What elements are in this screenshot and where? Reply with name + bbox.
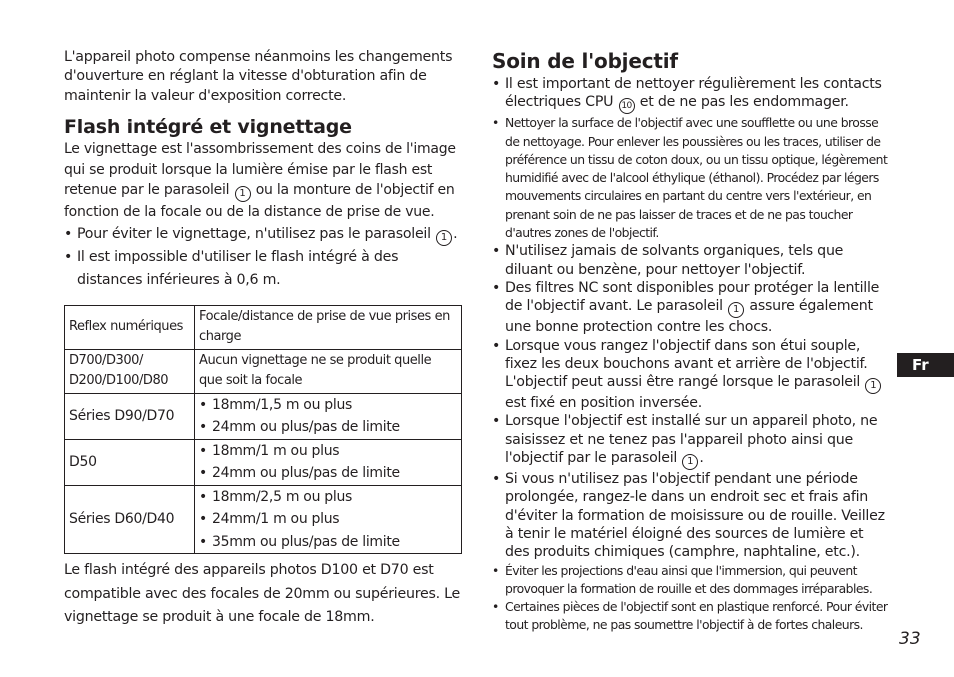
vignetting-table	[64, 305, 462, 555]
list-item: • Des filtres NC sont disponibles pour protéger la lentille de l'objectif avant. Le parasoleil 1 assure également une bonne protection contre les chocs.	[492, 279, 890, 337]
list-item: • Lorsque l'objectif est installé sur un appareil photo, ne saisissez et ne tenez pas l'appareil photo ainsi que l'objectif par le parasoleil 1 .	[492, 412, 890, 470]
list-item: • Il est important de nettoyer régulièrement les contacts électriques CPU 10 et de ne pas les endommager.	[492, 75, 890, 114]
table-row	[65, 485, 462, 554]
table-cell: Focale/distance de prise de vue prises en charge	[195, 305, 462, 349]
section-heading-flash: Flash intégré et vignettage	[64, 116, 352, 139]
list-item: • 18mm/1,5 m ou plus	[199, 394, 457, 417]
callout-1-icon: 1	[865, 378, 881, 394]
right-column	[492, 48, 890, 635]
language-tab: Fr	[897, 353, 954, 377]
list-item: • 18mm/1 m ou plus	[199, 440, 457, 463]
table-cell	[195, 393, 462, 439]
list-item: • Pour éviter le vignettage, n'utilisez pas le parasoleil 1 .	[64, 223, 462, 246]
table-row	[65, 305, 462, 349]
table-cell	[195, 485, 462, 554]
table-cell: Reflex numériques	[65, 305, 195, 349]
table-cell	[195, 439, 462, 485]
vignetting-paragraph: Le vignettage est l'assombrissement des coins de l'image qui se produit lorsque la lumière émise par le flash est retenue par le parasoleil 1 ou la monture de l'objectif en fonction de la focale ou de la distance de prise de vue.	[64, 141, 456, 221]
table-row	[65, 349, 462, 393]
list-item: • 18mm/2,5 m ou plus	[199, 486, 457, 509]
table-cell: Séries D60/D40	[65, 485, 195, 554]
intro-paragraph: L'appareil photo compense néanmoins les changements d'ouverture en réglant la vitesse d'obturation afin de maintenir la valeur d'exposition correcte.	[64, 49, 453, 104]
list-item: • Nettoyer la surface de l'objectif avec une soufflette ou une brosse de nettoyage. Pour enlever les poussières ou les traces, utiliser de préférence un tissu de coton doux, ou un tissu optique, légèrement humidifié avec de l'alcool éthylique (éthanol). Procédez par légers mouvements circulaires en partant du centre vers l'extérieur, en prenant soin de ne pas laisser de traces et de ne pas toucher d'autres zones de l'objectif.	[492, 114, 890, 242]
list-item: • 35mm ou plus/pas de limite	[199, 531, 457, 554]
list-item: • Si vous n'utilisez pas l'objectif pendant une période prolongée, rangez-le dans un endroit sec et frais afin d'éviter la formation de moisissure ou de rouille. Veillez à tenir le matériel éloigné des sources de lumière et des produits chimiques (camphre, naphtaline, etc.).	[492, 470, 890, 561]
list-item: • Il est impossible d'utiliser le flash intégré à des distances inférieures à 0,6 m.	[64, 246, 462, 292]
callout-1-icon: 1	[682, 454, 698, 470]
callout-1-icon: 1	[436, 230, 452, 246]
list-item: • Éviter les projections d'eau ainsi que l'immersion, qui peuvent provoquer la formation de rouille et des dommages irréparables.	[492, 562, 890, 599]
list-item: • N'utilisez jamais de solvants organiques, tels que diluant ou benzène, pour nettoyer l'objectif.	[492, 242, 890, 279]
table-cell: Séries D90/D70	[65, 393, 195, 439]
list-item: • Lorsque vous rangez l'objectif dans son étui souple, fixez les deux bouchons avant et arrière de l'objectif. L'objectif peut aussi être rangé lorsque le parasoleil 1 est fixé en position inversée.	[492, 337, 890, 413]
callout-1-icon: 1	[728, 302, 744, 318]
table-row	[65, 439, 462, 485]
lens-care-bullets	[492, 75, 890, 635]
callout-1-icon: 1	[235, 186, 251, 202]
list-item: • 24mm ou plus/pas de limite	[199, 462, 457, 485]
left-column	[64, 48, 462, 629]
table-cell: D700/D300/ D200/D100/D80	[65, 349, 195, 393]
page-number: 33	[899, 629, 921, 649]
list-item: • 24mm ou plus/pas de limite	[199, 416, 457, 439]
flash-bullets	[64, 223, 462, 292]
callout-10-icon: 10	[619, 98, 635, 114]
list-item: • Certaines pièces de l'objectif sont en plastique renforcé. Pour éviter tout problème, ne pas soumettre l'objectif à de fortes chaleurs.	[492, 598, 890, 635]
closing-paragraph: Le flash intégré des appareils photos D100 et D70 est compatible avec des focales de 20mm ou supérieures. Le vignettage se produit à une focale de 18mm.	[64, 562, 460, 625]
list-item: • 24mm/1 m ou plus	[199, 508, 457, 531]
table-cell: D50	[65, 439, 195, 485]
table-cell: Aucun vignettage ne se produit quelle que soit la focale	[195, 349, 462, 393]
section-heading-lens-care: Soin de l'objectif	[492, 49, 678, 73]
table-row	[65, 393, 462, 439]
